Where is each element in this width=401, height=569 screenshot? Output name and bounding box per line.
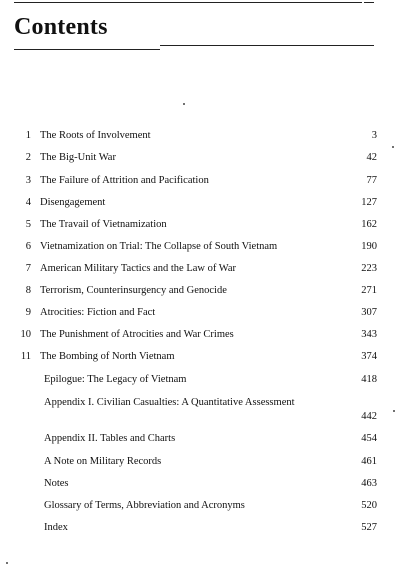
entry-title: American Military Tactics and the Law of War [40,263,237,274]
page-title: Contents [14,14,108,40]
entry-title: Disengagement [40,197,106,208]
entry-title: Appendix I. Civilian Casualties: A Quantitative Assessment [44,397,295,408]
entry-title: The Travail of Vietnamization [40,219,167,230]
chapter-number: 10 [20,329,31,340]
entry-title: The Bombing of North Vietnam [40,351,175,362]
entry-title: Terrorism, Counterinsurgency and Genocide [40,285,227,296]
chapter-number: 4 [25,197,31,208]
entry-title: Atrocities: Fiction and Fact [40,307,156,318]
page-number: 42 [366,152,377,163]
entry-title: The Failure of Attrition and Pacification [40,175,209,186]
chapter-number: 8 [25,285,31,296]
chapter-number: 5 [25,219,31,230]
page-number: 343 [361,329,377,340]
page-number: 418 [361,374,377,385]
entry-title: Glossary of Terms, Abbreviation and Acronyms [44,500,245,511]
page-number: 374 [361,351,377,362]
page-number: 454 [361,433,377,444]
chapter-number: 11 [20,351,31,362]
chapter-number: 7 [25,263,31,274]
chapter-number: 6 [25,241,31,252]
page-number: 307 [361,307,377,318]
chapter-number: 9 [25,307,31,318]
page-number: 162 [361,219,377,230]
entry-title: Epilogue: The Legacy of Vietnam [44,374,187,385]
chapter-number: 3 [25,175,31,186]
page-number: 77 [366,175,377,186]
entry-title: The Roots of Involvement [40,130,151,141]
page-number: 271 [361,285,377,296]
entry-title: Index [44,522,68,533]
entry-title: Notes [44,478,69,489]
page-number: 127 [361,197,377,208]
page-number: 223 [361,263,377,274]
entry-title: The Punishment of Atrocities and War Crimes [40,329,234,340]
entry-title: A Note on Military Records [44,456,162,467]
entry-title: The Big-Unit War [40,152,116,163]
page-number: 520 [361,500,377,511]
page-number: 442 [361,411,377,422]
page-number: 461 [361,456,377,467]
entry-title: Vietnamization on Trial: The Collapse of South Vietnam [40,241,278,252]
page-number: 190 [361,241,377,252]
chapter-number: 2 [25,152,31,163]
page-number: 463 [361,478,377,489]
page-number: 3 [371,130,377,141]
chapter-number: 1 [25,130,31,141]
entry-title: Appendix II. Tables and Charts [44,433,176,444]
page-number: 527 [361,522,377,533]
